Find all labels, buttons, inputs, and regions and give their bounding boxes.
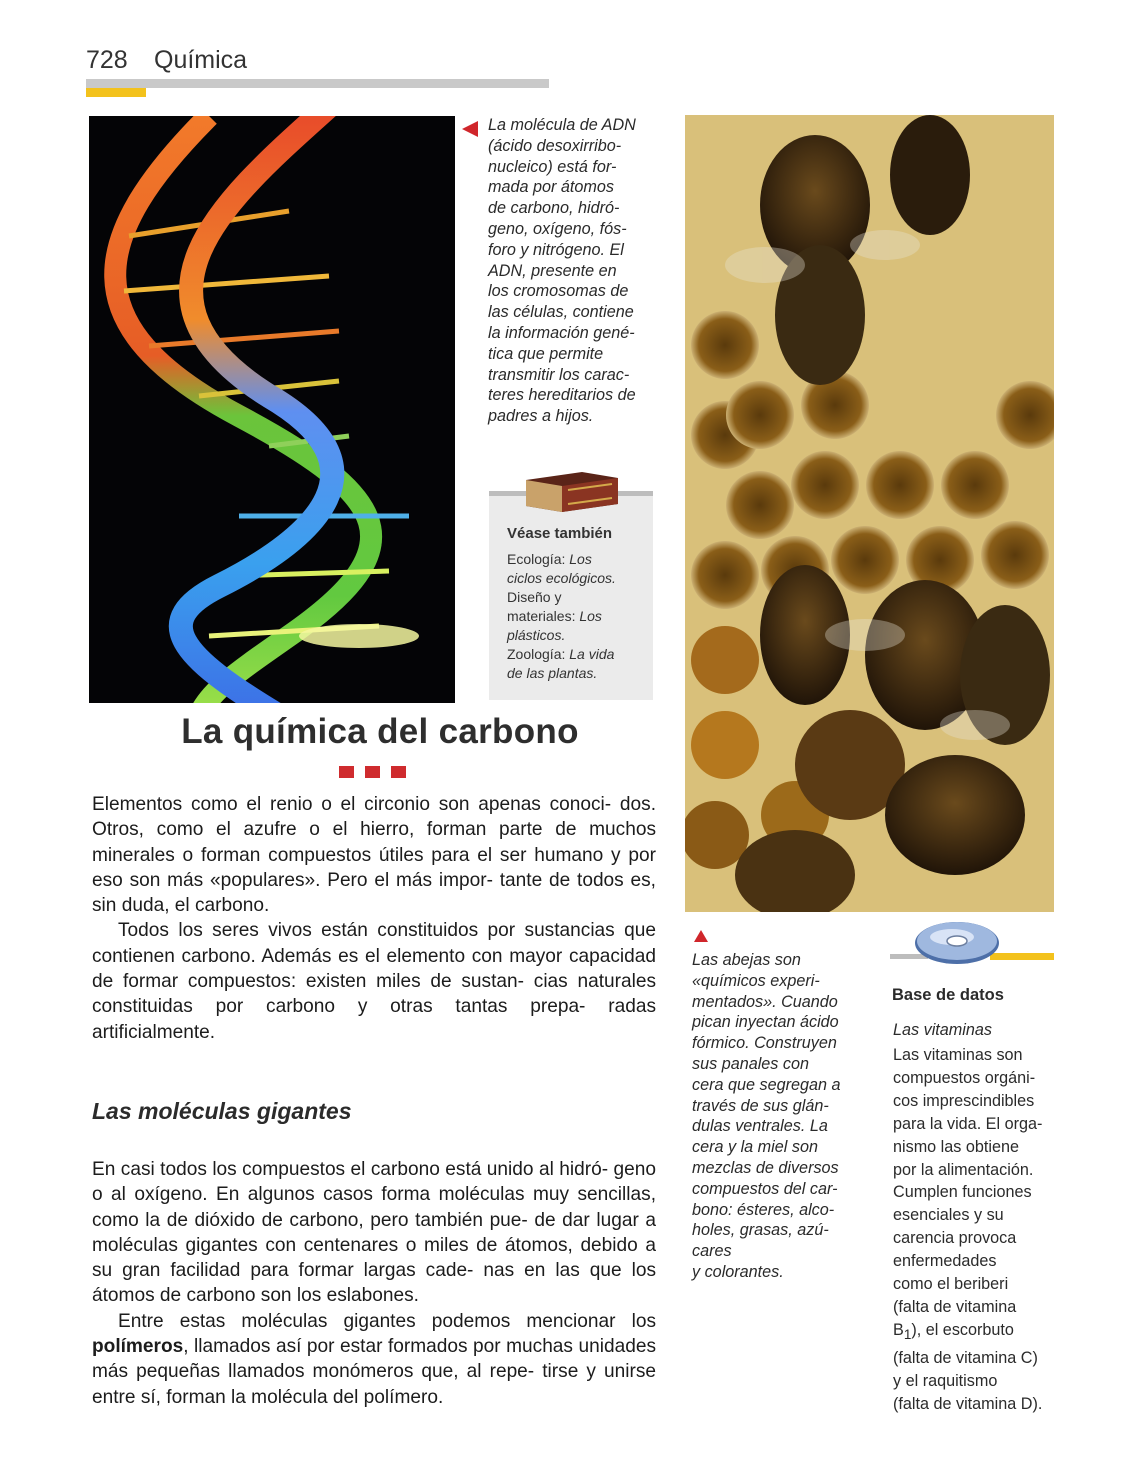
dna-caption [462, 115, 662, 427]
page-header [86, 46, 556, 96]
caption-arrow-icon [462, 121, 478, 137]
article-title: La química del carbono [181, 712, 579, 751]
caption-line: mentados». Cuando [692, 992, 838, 1011]
caption-line: la información gené- [488, 323, 635, 342]
entry-topic: Los [569, 551, 592, 567]
text-line: tante de todos es, sin duda, el carbono. [92, 869, 656, 917]
caption-line: «químicos experi- [692, 971, 820, 990]
entry-topic: ciclos ecológicos. [507, 570, 616, 586]
text-fragment: ), el escorbuto [911, 1320, 1014, 1339]
see-also-title: Véase también [507, 525, 613, 542]
header-rule [86, 79, 549, 88]
title-ornament [339, 766, 409, 778]
paragraph [92, 792, 656, 918]
text-line: radas artificialmente. [92, 996, 656, 1043]
text-line: unidades más pequeñas llamados monómeros que, al repe- [92, 1336, 656, 1383]
vitamin-subscript: 1 [903, 1327, 912, 1343]
caption-line: Las abejas son [692, 951, 801, 969]
book-icon [522, 470, 620, 514]
molecules-text [92, 1157, 656, 1410]
text-line: (falta de vitamina C) [893, 1349, 1038, 1368]
caption-line: padres a hijos. [488, 407, 594, 426]
text-line: muchos minerales o forman compuestos útiles para el ser [92, 819, 656, 866]
text-line: átomos, debido a su gran facilidad para formar largas cade- [92, 1234, 656, 1282]
bee-caption-text [692, 950, 860, 1283]
caption-line: La molécula de ADN [488, 116, 636, 134]
see-also-entry[interactable] [507, 588, 649, 645]
caption-line: cares [692, 1242, 732, 1261]
text-line: como el beriberi [893, 1275, 1009, 1294]
text-line [893, 1319, 1063, 1347]
text-line: nas en las que los átomos de carbono son los eslabones. [92, 1260, 656, 1307]
intro-text [92, 792, 656, 1045]
text-line: compuestos orgáni- [893, 1068, 1036, 1087]
caption-line: transmitir los carac- [488, 365, 630, 384]
text-line: por la alimentación. [893, 1160, 1034, 1179]
text-line: cias naturales constituidas por carbono y otras tantas prepa- [92, 971, 657, 1018]
entry-subject: Zoología: [507, 646, 570, 662]
text-line: En casi todos los compuestos el carbono está unido al hidró- [92, 1159, 609, 1180]
section-title: Química [154, 46, 248, 74]
caption-line: tica que permite [488, 344, 604, 363]
caption-line: las células, contiene [488, 303, 634, 322]
text-line: Todos los seres vivos están constituidos por sustancias [118, 920, 615, 942]
caption-line: nucleico) está for- [488, 157, 617, 176]
text-line: para la vida. El orga- [893, 1114, 1043, 1133]
text-line: geno o al oxígeno. En algunos casos forma moléculas muy [92, 1159, 656, 1206]
ornament-square [339, 766, 354, 778]
database-subtitle: Las vitaminas [893, 1021, 992, 1039]
see-also-box [489, 485, 653, 700]
database-body [893, 1044, 1063, 1416]
caption-line: y colorantes. [692, 1262, 784, 1281]
text-line: Cumplen funciones [893, 1183, 1032, 1202]
text-line: tirse y unirse entre sí, forman la molécula del polímero. [92, 1361, 657, 1408]
entry-subject: Diseño y [507, 589, 562, 605]
paragraph [92, 1309, 656, 1410]
caption-line: ADN, presente en [488, 261, 617, 280]
page-number: 728 [86, 46, 128, 74]
bee-caption [692, 930, 860, 1283]
text-line: que contienen carbono. Además es el elemento con mayor [92, 920, 656, 967]
see-also-list [507, 550, 649, 683]
entry-subject: Ecología: [507, 551, 570, 567]
text-line: carencia provoca [893, 1229, 1017, 1248]
paragraph [92, 918, 656, 1044]
text-line: dos. Otros, como el azufre o el hierro, forman parte de [92, 794, 656, 841]
vitamin-letter: B [893, 1320, 904, 1339]
caption-line: pican inyectan ácido [692, 1013, 839, 1032]
caption-line: geno, oxígeno, fós- [488, 219, 627, 238]
caption-line: fórmico. Construyen [692, 1034, 837, 1053]
header-accent-bar [86, 88, 146, 97]
bees-honeycomb-photo [685, 115, 1054, 912]
text-line: capacidad de formar compuestos: existen miles de sustan- [92, 945, 656, 993]
entry-topic: de las plantas. [507, 665, 598, 681]
text-line: humano y por eso son más «populares». Pero el más impor- [92, 844, 656, 891]
caption-line: cera que segregan a [692, 1075, 841, 1094]
caption-line: mada por átomos [488, 178, 614, 197]
text-line: Entre estas moléculas gigantes podemos mencionar los [118, 1310, 656, 1332]
text-line: , llamados así por estar formados por muchas [183, 1336, 573, 1358]
caption-line: de carbono, hidró- [488, 199, 620, 218]
text-line: (falta de vitamina [893, 1297, 1017, 1316]
caption-line: bono: ésteres, alco- [692, 1200, 835, 1219]
text-line: Elementos como el renio o el circonio son apenas conoci- [92, 794, 612, 815]
entry-topic: Los [579, 608, 602, 624]
caption-line: holes, grasas, azú- [692, 1221, 829, 1240]
dna-photo [89, 116, 455, 703]
cd-icon [914, 920, 1000, 966]
caption-line: teres hereditarios de [488, 386, 636, 405]
bold-term: polímeros [92, 1336, 184, 1358]
text-line: esenciales y su [893, 1206, 1004, 1225]
text-line: de dar lugar a moléculas gigantes con centenares o miles de [92, 1209, 657, 1256]
text-line: nismo las obtiene [893, 1137, 1019, 1156]
dna-caption-text [488, 115, 662, 427]
ornament-square [365, 766, 380, 778]
text-line: Las vitaminas son [893, 1046, 1023, 1064]
caption-triangle-icon [694, 930, 708, 942]
entry-subject: materiales: [507, 608, 580, 624]
caption-line: foro y nitrógeno. El [488, 240, 624, 259]
text-line: enfermedades [893, 1252, 997, 1271]
caption-line: compuestos del car- [692, 1179, 838, 1198]
entry-topic: La vida [569, 646, 615, 662]
see-also-entry[interactable] [507, 645, 649, 683]
text-line: cos imprescindibles [893, 1091, 1035, 1110]
caption-line: los cromosomas de [488, 282, 629, 301]
text-line: sencillas, como la de dióxido de carbono, pero también pue- [92, 1184, 656, 1231]
caption-line: (ácido desoxirribo- [488, 136, 622, 155]
see-also-entry[interactable] [507, 550, 649, 588]
caption-line: través de sus glán- [692, 1096, 829, 1115]
text-line: y el raquitismo [893, 1371, 998, 1390]
database-title: Base de datos [892, 986, 1004, 1004]
caption-line: mezclas de diversos [692, 1158, 839, 1177]
text-line: (falta de vitamina D). [893, 1394, 1043, 1413]
ornament-square [391, 766, 406, 778]
caption-line: dulas ventrales. La [692, 1117, 828, 1136]
paragraph [92, 1157, 656, 1309]
caption-line: cera y la miel son [692, 1138, 818, 1157]
entry-topic: plásticos. [507, 627, 566, 643]
caption-line: sus panales con [692, 1054, 809, 1073]
section-heading: Las moléculas gigantes [92, 1098, 352, 1124]
